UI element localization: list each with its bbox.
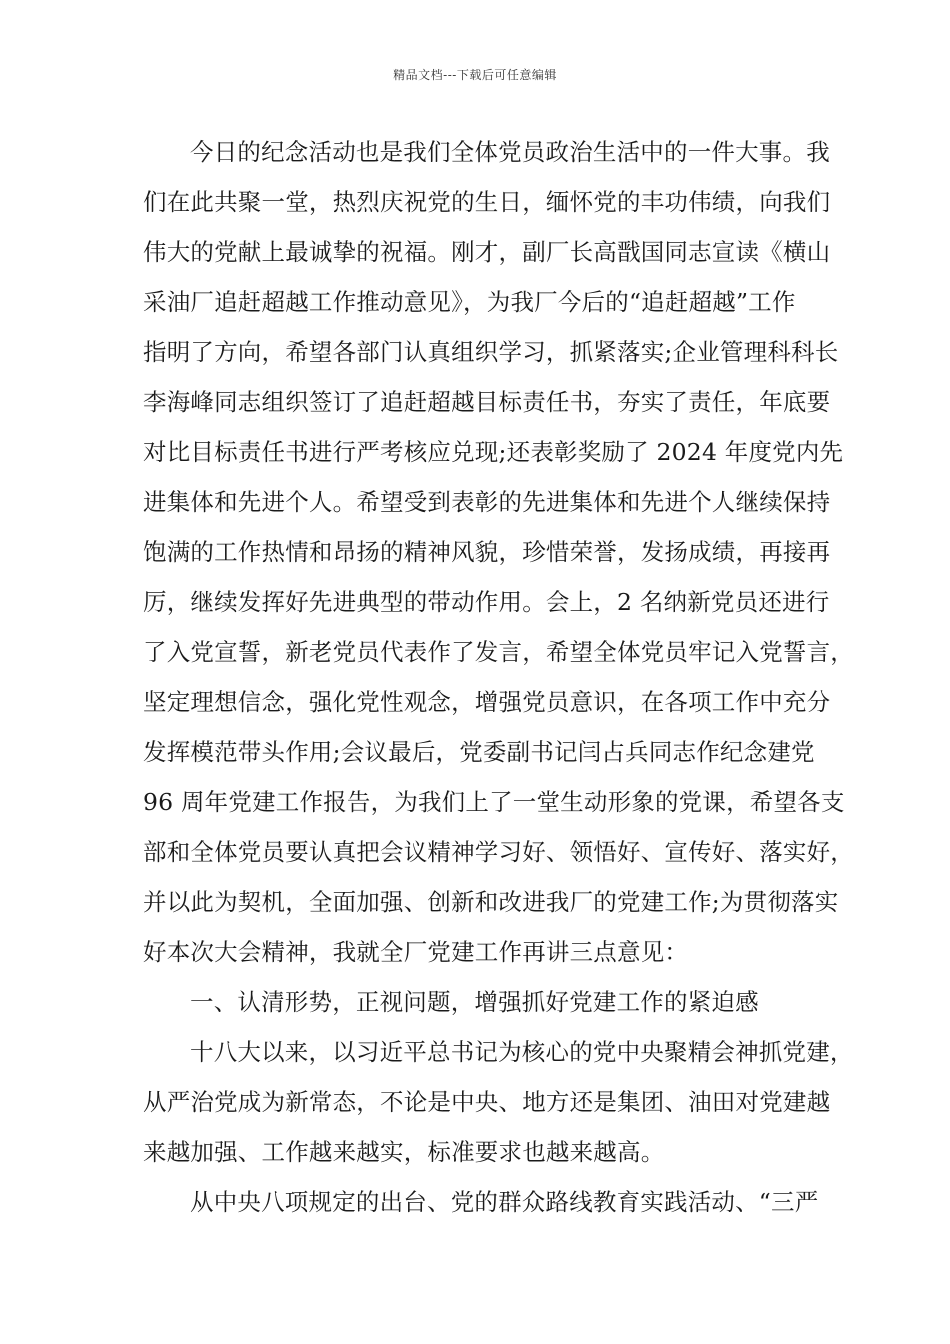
paragraph-line: 饱满的工作热情和昂扬的精神风貌，珍惜荣誉，发扬成绩，再接再: [143, 538, 831, 566]
paragraph-line: 来越加强、工作越来越实，标准要求也越来越高。: [143, 1138, 665, 1166]
paragraph-line: 从严治党成为新常态，不论是中央、地方还是集团、油田对党建越: [143, 1088, 831, 1116]
paragraph-line: 从中央八项规定的出台、党的群众路线教育实践活动、“三严: [190, 1188, 819, 1216]
paragraph-line: 并以此为契机，全面加强、创新和改进我厂的党建工作;为贯彻落实: [143, 888, 839, 916]
paragraph-line: 对比目标责任书进行严考核应兑现;还表彰奖励了 2024 年度党内先: [143, 438, 844, 466]
paragraph-line: 进集体和先进个人。希望受到表彰的先进集体和先进个人继续保持: [143, 488, 831, 516]
document-body: [143, 133, 854, 1233]
paragraph-line: 好本次大会精神，我就全厂党建工作再讲三点意见：: [143, 938, 689, 966]
paragraph-line: 李海峰同志组织签订了追赶超越目标责任书，夯实了责任，年底要: [143, 388, 831, 416]
paragraph-line: 厉，继续发挥好先进典型的带动作用。会上，2 名纳新党员还进行: [143, 588, 830, 616]
paragraph-line: 今日的纪念活动也是我们全体党员政治生活中的一件大事。我: [190, 138, 830, 166]
paragraph-line: 坚定理想信念，强化党性观念，增强党员意识，在各项工作中充分: [143, 688, 831, 716]
paragraph-line: 采油厂追赶超越工作推动意见》，为我厂今后的“追赶超越”工作: [143, 288, 796, 316]
page-header: 精品文档---下载后可任意编辑: [393, 68, 557, 82]
paragraph-line: 十八大以来，以习近平总书记为核心的党中央聚精会神抓党建，: [190, 1038, 854, 1066]
paragraph-line: 96 周年党建工作报告，为我们上了一堂生动形象的党课，希望各支: [143, 788, 845, 816]
paragraph-line: 发挥模范带头作用;会议最后，党委副书记闫占兵同志作纪念建党: [143, 738, 815, 766]
section-heading: 一、认清形势，正视问题，增强抓好党建工作的紧迫感: [190, 988, 759, 1016]
paragraph-line: 部和全体党员要认真把会议精神学习好、领悟好、宣传好、落实好，: [143, 838, 854, 866]
paragraph-line: 伟大的党献上最诚挚的祝福。刚才，副厂长高戬国同志宣读《横山: [143, 238, 831, 266]
paragraph-line: 指明了方向，希望各部门认真组织学习，抓紧落实;企业管理科科长: [143, 338, 839, 366]
paragraph-line: 了入党宣誓，新老党员代表作了发言，希望全体党员牢记入党誓言，: [143, 638, 854, 666]
paragraph-line: 们在此共聚一堂，热烈庆祝党的生日，缅怀党的丰功伟绩，向我们: [143, 188, 831, 216]
